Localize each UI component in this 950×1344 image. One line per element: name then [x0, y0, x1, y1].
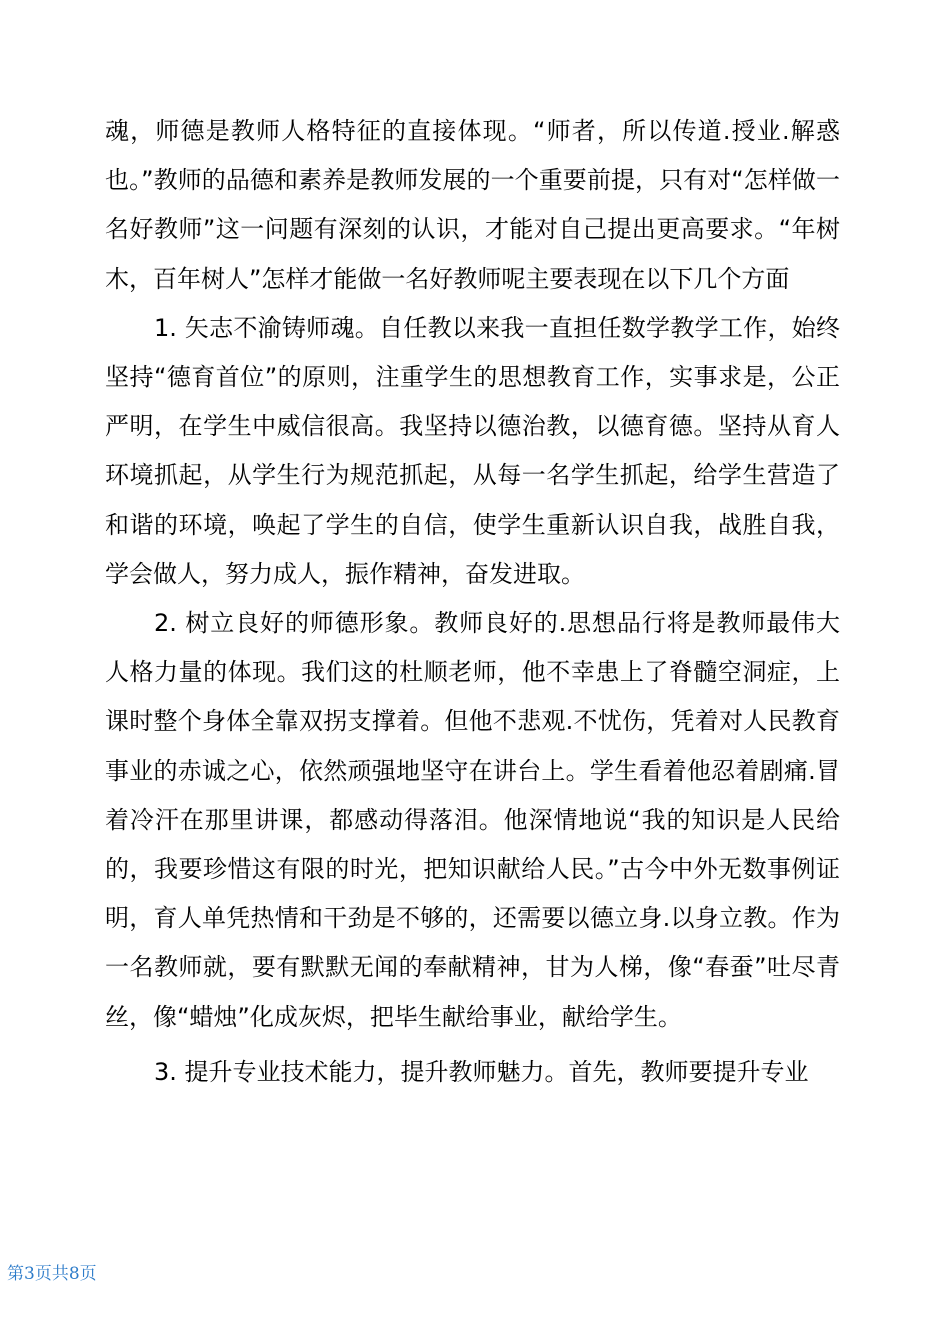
paragraph-point-1: 1. 矢志不渝铸师魂。自任教以来我一直担任数学教学工作，始终坚持“德育首位”的原则，注重学生的思想教育工作，实事求是，公正严明，在学生中威信很高。我坚持以德治教，以德育德。坚持从育人环境抓起，从学生行为规范抓起，从每一名学生抓起，给学生营造了和谐的环境，唤起了学生的自信，使学生重新认识自我，战胜自我，学会做人，努力成人，振作精神，奋发进取。 [105, 313, 840, 588]
paragraph-intro: 魂，师德是教师人格特征的直接体现。“师者，所以传道.授业.解惑也。”教师的品德和素养是教师发展的一个重要前提，只有对“怎样做一名好教师”这一问题有深刻的认识，才能对自己提出更高要求。“年树木，百年树人”怎样才能做一名好教师呢主要表现在以下几个方面 [105, 117, 840, 293]
page-number-footer: 第3页共8页 [7, 1264, 97, 1284]
paragraph-point-2: 2. 树立良好的师德形象。教师良好的.思想品行将是教师最伟大人格力量的体现。我们这的杜顺老师，他不幸患上了脊髓空洞症，上课时整个身体全靠双拐支撑着。但他不悲观.不忧伤，凭着对人民教育事业的赤诚之心，依然顽强地坚守在讲台上。学生看着他忍着剧痛.冒着冷汗在那里讲课，都感动得落泪。他深情地说“我的知识是人民给的，我要珍惜这有限的时光，把知识献给人民。”古今中外无数事例证明，育人单凭热情和干劲是不够的，还需要以德立身.以身立教。作为一名教师就，要有默默无闻的奉献精神，甘为人梯，像“春蚕”吐尽青丝，像“蜡烛”化成灰烬，把毕生献给事业，献给学生。 [105, 609, 840, 1031]
document-body [105, 107, 840, 1097]
paragraph-point-3: 3. 提升专业技术能力，提升教师魅力。首先，教师要提升专业 [154, 1057, 809, 1086]
